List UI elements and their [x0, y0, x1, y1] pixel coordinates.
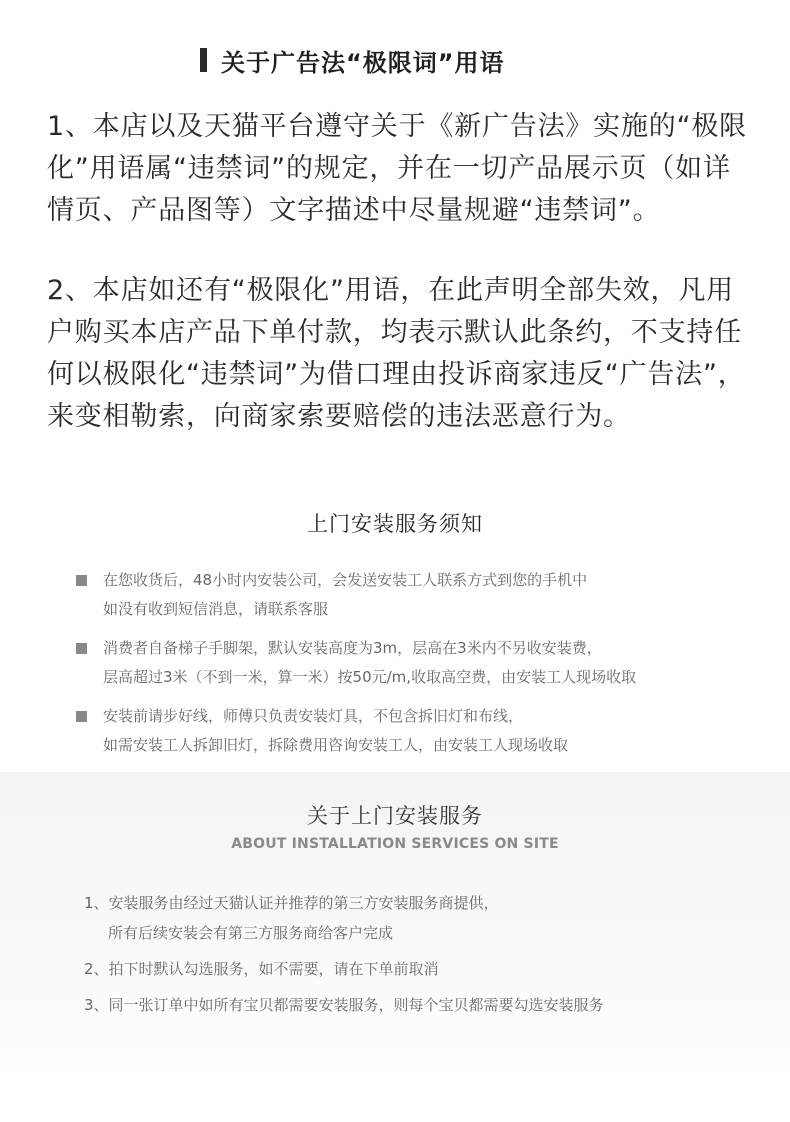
notice-line: 如需安装工人拆卸旧灯，拆除费用咨询安装工人，由安装工人现场收取: [103, 736, 569, 754]
about-service-subtitle: ABOUT INSTALLATION SERVICES ON SITE: [231, 836, 559, 852]
list-item: [76, 634, 756, 692]
about-service-list: [84, 888, 744, 1026]
install-notice-list: [76, 566, 756, 770]
service-line: 1、安装服务由经过天猫认证并推荐的第三方安装服务商提供，: [84, 894, 499, 912]
list-item: [84, 990, 744, 1020]
square-bullet-icon: [76, 575, 87, 586]
notice-line: 在您收货后，48小时内安装公司，会发送安装工人联系方式到您的手机中: [103, 571, 588, 589]
disclaimer-section: [0, 0, 790, 500]
notice-line: 安装前请步好线，师傅只负责安装灯具，不包含拆旧灯和布线，: [103, 707, 524, 725]
square-bullet-icon: [76, 711, 87, 722]
square-bullet-icon: [76, 643, 87, 654]
install-notice-title: 上门安装服务须知: [307, 512, 483, 536]
disclaimer-heading: [200, 44, 505, 76]
notice-line: 消费者自备梯子手脚架，默认安装高度为3m，层高在3米内不另收安装费，: [103, 639, 602, 657]
disclaimer-title: 关于广告法“极限词”用语: [221, 48, 505, 77]
service-line: 所有后续安装会有第三方服务商给客户完成: [108, 924, 394, 942]
notice-line: 层高超过3米（不到一米，算一米）按50元/m,收取高空费，由安装工人现场收取: [103, 668, 637, 686]
list-item: [76, 566, 756, 624]
list-item: [84, 888, 744, 948]
notice-line: 如没有收到短信消息，请联系客服: [103, 600, 329, 618]
about-service-section: [0, 772, 790, 1122]
disclaimer-paragraph-1: 1、本店以及天猫平台遵守关于《新广告法》实施的“极限化”用语属“违禁词”的规定，并在一切产品展示页（如详情页、产品图等）文字描述中尽量规避“违禁词”。: [47, 111, 747, 226]
disclaimer-paragraph-2: 2、本店如还有“极限化”用语，在此声明全部失效，凡用户购买本店产品下单付款，均表示默认此条约，不支持任何以极限化“违禁词”为借口理由投诉商家违反“广告法”，来变相勒索，向商家索要赔偿的违法恶意行为。: [47, 275, 746, 432]
about-service-title: 关于上门安装服务: [307, 804, 483, 828]
list-item: [76, 702, 756, 760]
service-line: 3、同一张订单中如所有宝贝都需要安装服务，则每个宝贝都需要勾选安装服务: [84, 996, 604, 1014]
list-item: [84, 954, 744, 984]
service-line: 2、拍下时默认勾选服务，如不需要，请在下单前取消: [84, 960, 439, 978]
heading-bar-marker: [200, 48, 207, 72]
